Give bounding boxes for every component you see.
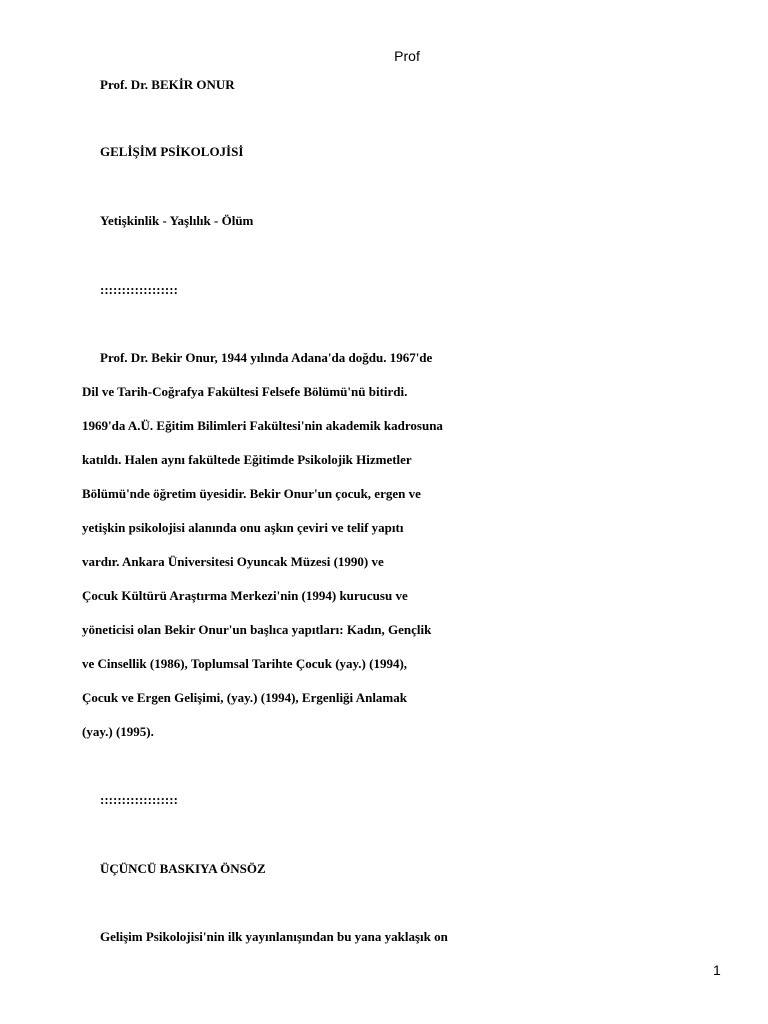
page-number: 1 — [713, 962, 721, 978]
bio-line: Prof. Dr. Bekir Onur, 1944 yılında Adana'da doğdu. 1967'de — [100, 350, 433, 365]
bio-line: yetişkin psikolojisi alanında onu aşkın çeviri ve telif yapıtı — [82, 520, 404, 535]
separator-line: :::::::::::::::::: — [100, 282, 178, 297]
preface-text-line: Gelişim Psikolojisi'nin ilk yayınlanışından bu yana yaklaşık on — [100, 929, 448, 944]
bio-line: katıldı. Halen aynı fakültede Eğitimde Psikolojik Hizmetler — [82, 452, 412, 467]
author-name: Prof. Dr. BEKİR ONUR — [100, 77, 235, 92]
bio-line: (yay.) (1995). — [82, 724, 154, 739]
bio-line: Bölümü'nde öğretim üyesidir. Bekir Onur'un çocuk, ergen ve — [82, 486, 421, 501]
separator-line: :::::::::::::::::: — [100, 792, 178, 807]
bio-line: Çocuk Kültürü Araştırma Merkezi'nin (1994) kurucusu ve — [82, 588, 408, 603]
page-header-title: Prof — [394, 48, 420, 64]
bio-line: yöneticisi olan Bekir Onur'un başlıca yapıtları: Kadın, Gençlik — [82, 622, 432, 637]
bio-line: ve Cinsellik (1986), Toplumsal Tarihte Çocuk (yay.) (1994), — [82, 656, 408, 671]
bio-line: 1969'da A.Ü. Eğitim Bilimleri Fakültesi'nin akademik kadrosuna — [82, 418, 443, 433]
preface-heading: ÜÇÜNCÜ BASKIYA ÖNSÖZ — [100, 861, 266, 876]
bio-line: Çocuk ve Ergen Gelişimi, (yay.) (1994), Ergenliği Anlamak — [82, 690, 407, 705]
bio-line: Dil ve Tarih-Coğrafya Fakültesi Felsefe Bölümü'nü bitirdi. — [82, 384, 408, 399]
book-subtitle: Yetişkinlik - Yaşlılık - Ölüm — [100, 213, 254, 228]
bio-line: vardır. Ankara Üniversitesi Oyuncak Müzesi (1990) ve — [82, 554, 384, 569]
book-title: GELİŞİM PSİKOLOJİSİ — [100, 144, 244, 159]
